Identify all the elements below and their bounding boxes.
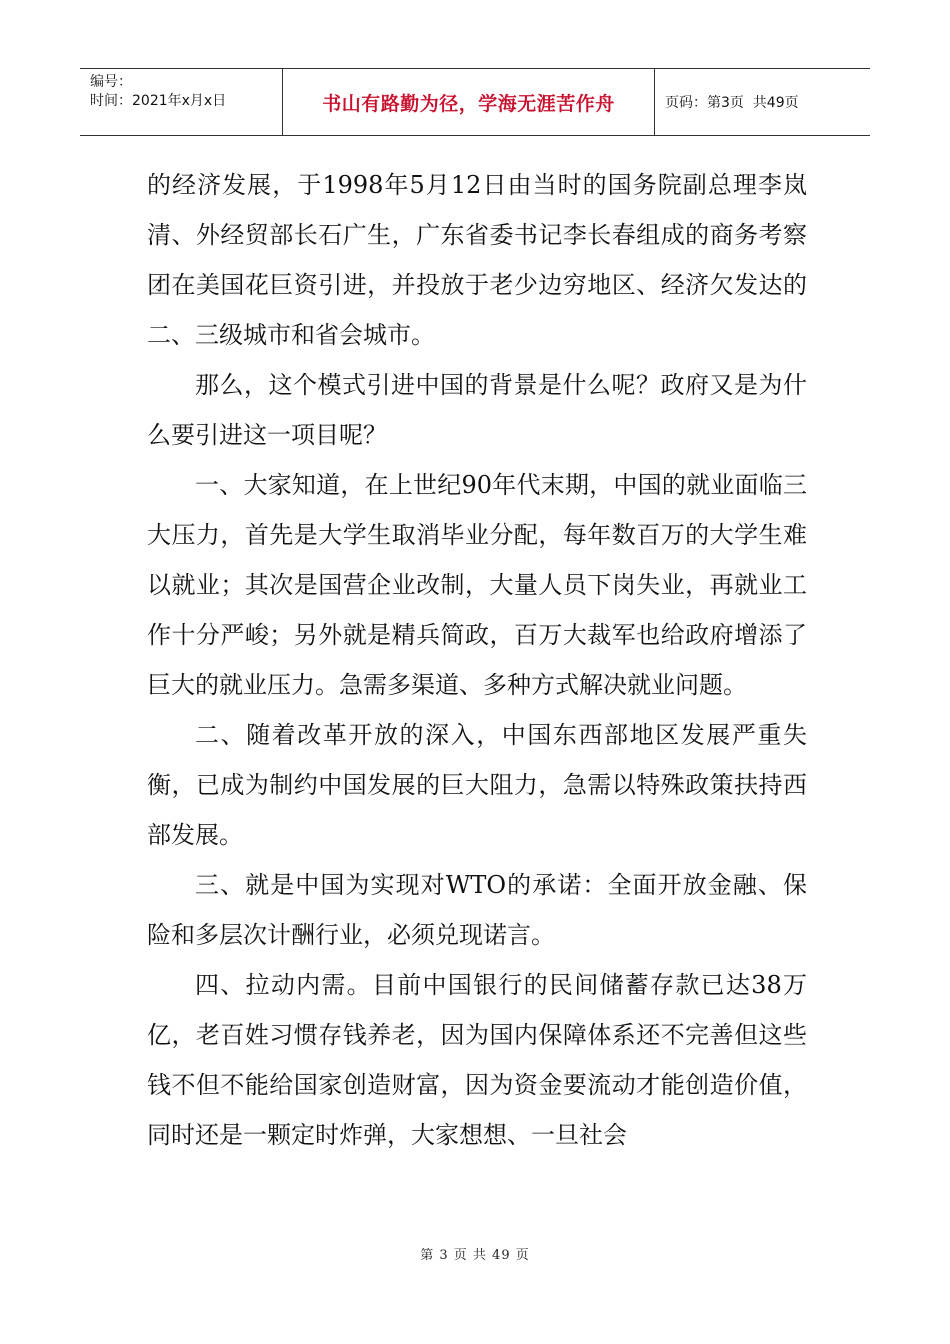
paragraph-6: 四、拉动内需。目前中国银行的民间储蓄存款已达38万亿，老百姓习惯存钱养老，因为国内保障体系还不完善但这些钱不但不能给国家创造财富，因为资金要流动才能创造价值，同时还是一颗定时炸弹，大家想想、一旦社会: [147, 971, 807, 1149]
document-number-label: 编号：: [90, 74, 132, 90]
document-body: [147, 160, 807, 1160]
header-motto: 书山有路勤为径，学海无涯苦作舟: [283, 69, 655, 135]
paragraph-4: 二、随着改革开放的深入，中国东西部地区发展严重失衡，已成为制约中国发展的巨大阻力，急需以特殊政策扶持西部发展。: [147, 721, 807, 849]
paragraph-1: 的经济发展，于1998年5月12日由当时的国务院副总理李岚清、外经贸部长石广生，广东省委书记李长春组成的商务考察团在美国花巨资引进，并投放于老少边穷地区、经济欠发达的二、三级城市和省会城市。: [147, 171, 807, 349]
header-page-count: 页码：第3页 共49页: [665, 95, 799, 111]
page-footer: 第 3 页 共 49 页: [420, 1248, 530, 1263]
paragraph-5: 三、就是中国为实现对WTO的承诺：全面开放金融、保险和多层次计酬行业，必须兑现诺言。: [147, 871, 807, 949]
document-date: 时间：2021年x月x日: [90, 93, 227, 109]
paragraph-3: 一、大家知道，在上世纪90年代末期，中国的就业面临三大压力，首先是大学生取消毕业分配，每年数百万的大学生难以就业；其次是国营企业改制，大量人员下岗失业，再就业工作十分严峻；另外就是精兵简政，百万大裁军也给政府增添了巨大的就业压力。急需多渠道、多种方式解决就业问题。: [147, 471, 807, 699]
page-header: [80, 68, 870, 136]
paragraph-2: 那么，这个模式引进中国的背景是什么呢？政府又是为什么要引进这一项目呢？: [147, 371, 807, 449]
header-page-info: [655, 69, 870, 135]
header-meta: [80, 69, 283, 135]
